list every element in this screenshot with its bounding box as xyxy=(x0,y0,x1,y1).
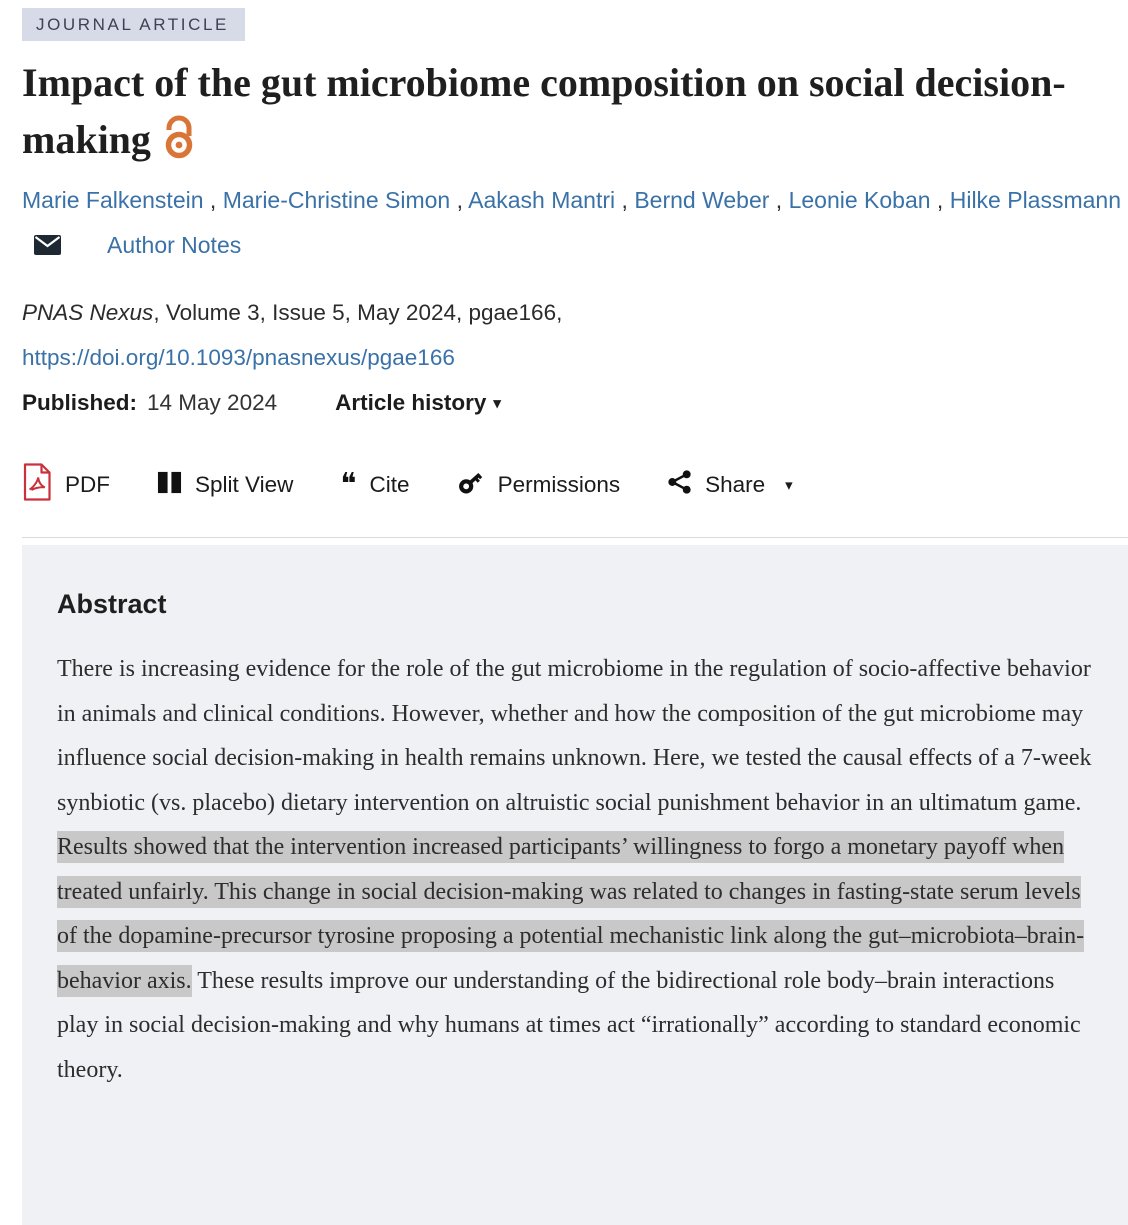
cite-label: Cite xyxy=(369,472,410,498)
article-header xyxy=(22,0,1128,1225)
key-icon xyxy=(457,468,485,502)
abstract-pre-highlight: There is increasing evidence for the role of the gut microbiome in the regulation of socio-affective behavior in animals and clinical conditions. However, whether and how the composition of the gut microbiome may influence social decision-making in health remains unknown. Here, we tested the causal effects of a 7-week synbiotic (vs. placebo) dietary intervention on altruistic social punishment behavior in an ultimatum game. xyxy=(57,656,1092,816)
chevron-down-icon: ▾ xyxy=(785,477,793,495)
published-line xyxy=(22,380,1128,425)
cite-button[interactable] xyxy=(340,467,410,503)
author-link[interactable]: Marie Falkenstein xyxy=(22,187,204,214)
split-view-label: Split View xyxy=(195,472,294,498)
citation-details: , Volume 3, Issue 5, May 2024, pgae166, xyxy=(153,300,563,326)
abstract-panel xyxy=(22,545,1128,1225)
author-link[interactable]: Leonie Koban xyxy=(788,187,931,214)
author-list xyxy=(22,178,1126,270)
author-separator: , xyxy=(769,187,789,214)
chevron-down-icon: ▾ xyxy=(493,395,501,413)
pdf-file-icon xyxy=(22,463,52,507)
doi-line xyxy=(22,335,1128,380)
journal-citation-line xyxy=(22,290,1128,335)
email-envelope-icon[interactable] xyxy=(34,225,61,270)
abstract-heading: Abstract xyxy=(57,589,167,620)
author-separator: , xyxy=(450,187,469,214)
journal-name: PNAS Nexus xyxy=(22,300,154,326)
doi-link[interactable]: https://doi.org/10.1093/pnasnexus/pgae166 xyxy=(22,345,455,371)
open-access-icon xyxy=(161,115,197,174)
split-view-button[interactable] xyxy=(157,470,293,501)
citation-block xyxy=(22,290,1128,425)
author-separator: , xyxy=(615,187,635,214)
author-separator: , xyxy=(930,187,950,214)
article-history-dropdown[interactable] xyxy=(335,390,501,415)
pdf-button[interactable] xyxy=(22,463,110,507)
share-button[interactable] xyxy=(667,469,793,501)
published-date: 14 May 2024 xyxy=(147,390,278,416)
author-separator: , xyxy=(203,187,223,214)
journal-article-badge: JOURNAL ARTICLE xyxy=(22,8,245,41)
section-divider xyxy=(22,537,1128,538)
author-link[interactable]: Aakash Mantri xyxy=(468,187,616,214)
abstract-text xyxy=(57,647,1096,1092)
article-history-label: Article history xyxy=(335,390,487,416)
pdf-label: PDF xyxy=(65,472,110,498)
permissions-label: Permissions xyxy=(497,472,621,498)
abstract-highlighted-text: Results showed that the intervention increased participants’ willingness to forgo a monetary payoff when treated unfairly. This change in social decision-making was related to changes in fasting-state serum levels of the dopamine-precursor tyrosine proposing a potential mechanistic link along the gut–microbiota–brain-behavior axis. xyxy=(57,831,1084,997)
abstract-post-highlight: These results improve our understanding of the bidirectional role body–brain interactions play in social decision-making and why humans at times act “irrationally” according to standard economic theory. xyxy=(57,967,1081,1083)
share-icon xyxy=(667,469,692,501)
article-toolbar xyxy=(22,463,1128,507)
share-label: Share xyxy=(705,472,766,498)
article-title-text: Impact of the gut microbiome composition on social decision-making xyxy=(22,60,1066,163)
quote-icon: ❝ xyxy=(340,467,357,503)
split-view-icon xyxy=(157,470,182,501)
author-notes-link[interactable]: Author Notes xyxy=(107,232,242,259)
published-label: Published: xyxy=(22,390,138,416)
permissions-button[interactable] xyxy=(457,468,621,502)
author-link[interactable]: Hilke Plassmann xyxy=(949,187,1122,214)
author-link[interactable]: Marie-Christine Simon xyxy=(222,187,451,214)
author-link[interactable]: Bernd Weber xyxy=(634,187,770,214)
article-title xyxy=(22,54,1124,174)
